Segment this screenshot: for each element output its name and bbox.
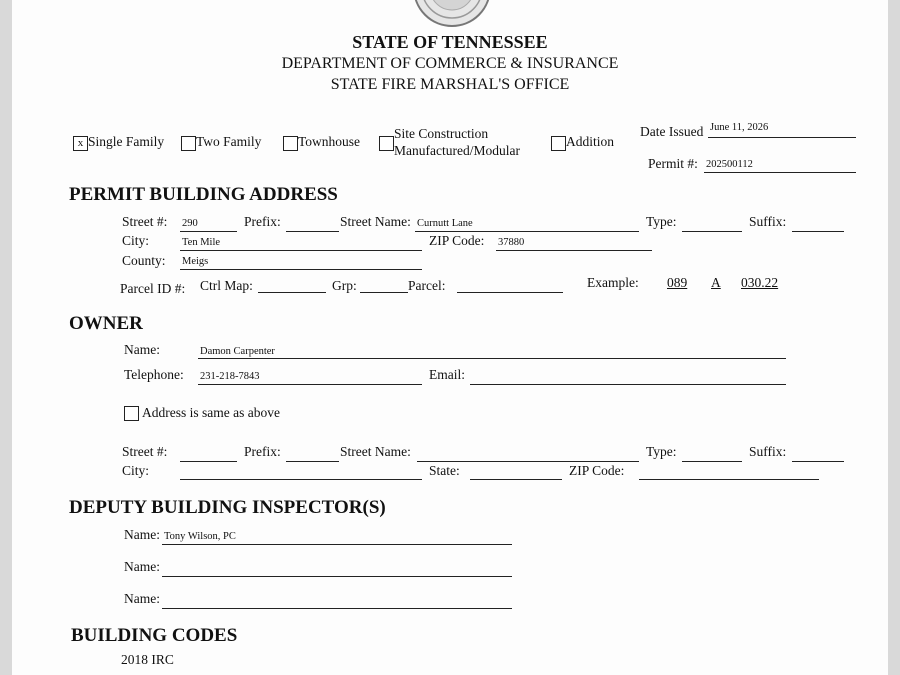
permit-number-value[interactable]: 202500112: [706, 159, 753, 170]
date-issued-line: [708, 137, 856, 138]
owner-street-name-label: Street Name:: [340, 444, 411, 459]
date-issued-label: Date Issued: [640, 124, 704, 139]
building-code-value: 2018 IRC: [121, 652, 174, 667]
owner-type-field[interactable]: [682, 461, 742, 462]
permit-number-line: [704, 172, 856, 173]
owner-section-title: OWNER: [69, 313, 143, 334]
owner-name-label: Name:: [124, 342, 160, 357]
owner-zip-field[interactable]: [639, 479, 819, 480]
same-address-label: Address is same as above: [142, 405, 280, 420]
owner-street-number-label: Street #:: [122, 444, 168, 459]
address-section-title: PERMIT BUILDING ADDRESS: [69, 184, 338, 205]
owner-city-field[interactable]: [180, 479, 422, 480]
header-office: STATE FIRE MARSHAL'S OFFICE: [330, 76, 570, 93]
example-map: 089: [667, 275, 688, 290]
suffix-label: Suffix:: [749, 214, 787, 229]
inspector-name-label-1: Name:: [124, 527, 160, 542]
permit-document: [12, 0, 888, 675]
owner-type-label: Type:: [646, 444, 677, 459]
header-department: DEPARTMENT OF COMMERCE & INSURANCE: [281, 55, 619, 72]
street-name-label: Street Name:: [340, 214, 411, 229]
owner-phone-line: [198, 384, 422, 385]
addition-checkbox[interactable]: [551, 136, 566, 151]
type-label: Type:: [646, 214, 677, 229]
owner-state-field[interactable]: [470, 479, 562, 480]
owner-name-line: [198, 358, 786, 359]
example-parcel: 030.22: [741, 275, 779, 290]
city-value[interactable]: Ten Mile: [182, 237, 221, 248]
codes-section-title: BUILDING CODES: [71, 625, 238, 646]
owner-prefix-label: Prefix:: [244, 444, 281, 459]
owner-suffix-field[interactable]: [792, 461, 844, 462]
two-family-checkbox[interactable]: [181, 136, 196, 151]
inspector-name-field-2[interactable]: [162, 576, 512, 577]
header-state: STATE OF TENNESSEE: [352, 32, 548, 52]
street-name-value[interactable]: Curnutt Lane: [417, 218, 473, 229]
type-field[interactable]: [682, 231, 742, 232]
owner-street-number-field[interactable]: [180, 461, 237, 462]
city-line: [180, 250, 422, 251]
county-value[interactable]: Meigs: [182, 256, 209, 267]
owner-email-field[interactable]: [470, 384, 786, 385]
site-construction-checkbox[interactable]: [379, 136, 394, 151]
single-family-checkbox[interactable]: x: [73, 136, 88, 151]
street-number-value[interactable]: 290: [182, 218, 198, 229]
inspector-name-label-2: Name:: [124, 559, 160, 574]
single-family-label: Single Family: [88, 134, 165, 149]
same-address-checkbox[interactable]: [124, 406, 139, 421]
site-construction-label: Site Construction: [394, 126, 489, 141]
inspector-name-line-1: [162, 544, 512, 545]
example-grp: A: [711, 275, 721, 290]
permit-number-label: Permit #:: [648, 156, 698, 171]
parcel-id-label: Parcel ID #:: [120, 281, 186, 296]
zip-label: ZIP Code:: [429, 233, 485, 248]
owner-email-label: Email:: [429, 367, 465, 382]
date-issued-value[interactable]: June 11, 2026: [710, 122, 769, 133]
street-number-line: [180, 231, 237, 232]
two-family-label: Two Family: [196, 134, 262, 149]
inspector-name-label-3: Name:: [124, 591, 160, 606]
inspector-name-field-3[interactable]: [162, 608, 512, 609]
owner-state-label: State:: [429, 463, 460, 478]
owner-city-label: City:: [122, 463, 150, 478]
addition-label: Addition: [566, 134, 615, 149]
city-label: City:: [122, 233, 150, 248]
owner-zip-label: ZIP Code:: [569, 463, 625, 478]
prefix-field[interactable]: [286, 231, 339, 232]
owner-name-value[interactable]: Damon Carpenter: [200, 346, 275, 357]
townhouse-checkbox[interactable]: [283, 136, 298, 151]
suffix-field[interactable]: [792, 231, 844, 232]
parcel-field[interactable]: [457, 292, 563, 293]
county-line: [180, 269, 422, 270]
county-label: County:: [122, 253, 166, 268]
example-label: Example:: [587, 275, 639, 290]
owner-phone-label: Telephone:: [124, 367, 184, 382]
grp-label: Grp:: [332, 278, 357, 293]
owner-suffix-label: Suffix:: [749, 444, 787, 459]
owner-street-name-field[interactable]: [417, 461, 639, 462]
zip-line: [496, 250, 652, 251]
manufactured-modular-label: Manufactured/Modular: [394, 143, 520, 158]
zip-value[interactable]: 37880: [498, 237, 525, 248]
owner-prefix-field[interactable]: [286, 461, 339, 462]
prefix-label: Prefix:: [244, 214, 281, 229]
state-seal-icon: [410, 0, 494, 28]
street-name-line: [415, 231, 639, 232]
ctrl-map-label: Ctrl Map:: [200, 278, 253, 293]
townhouse-label: Townhouse: [298, 134, 361, 149]
inspector-name-value-1[interactable]: Tony Wilson, PC: [164, 531, 236, 542]
grp-field[interactable]: [360, 292, 408, 293]
inspectors-section-title: DEPUTY BUILDING INSPECTOR(S): [69, 497, 386, 518]
street-number-label: Street #:: [122, 214, 168, 229]
owner-phone-value[interactable]: 231-218-7843: [200, 371, 260, 382]
ctrl-map-field[interactable]: [258, 292, 326, 293]
parcel-label: Parcel:: [408, 278, 446, 293]
